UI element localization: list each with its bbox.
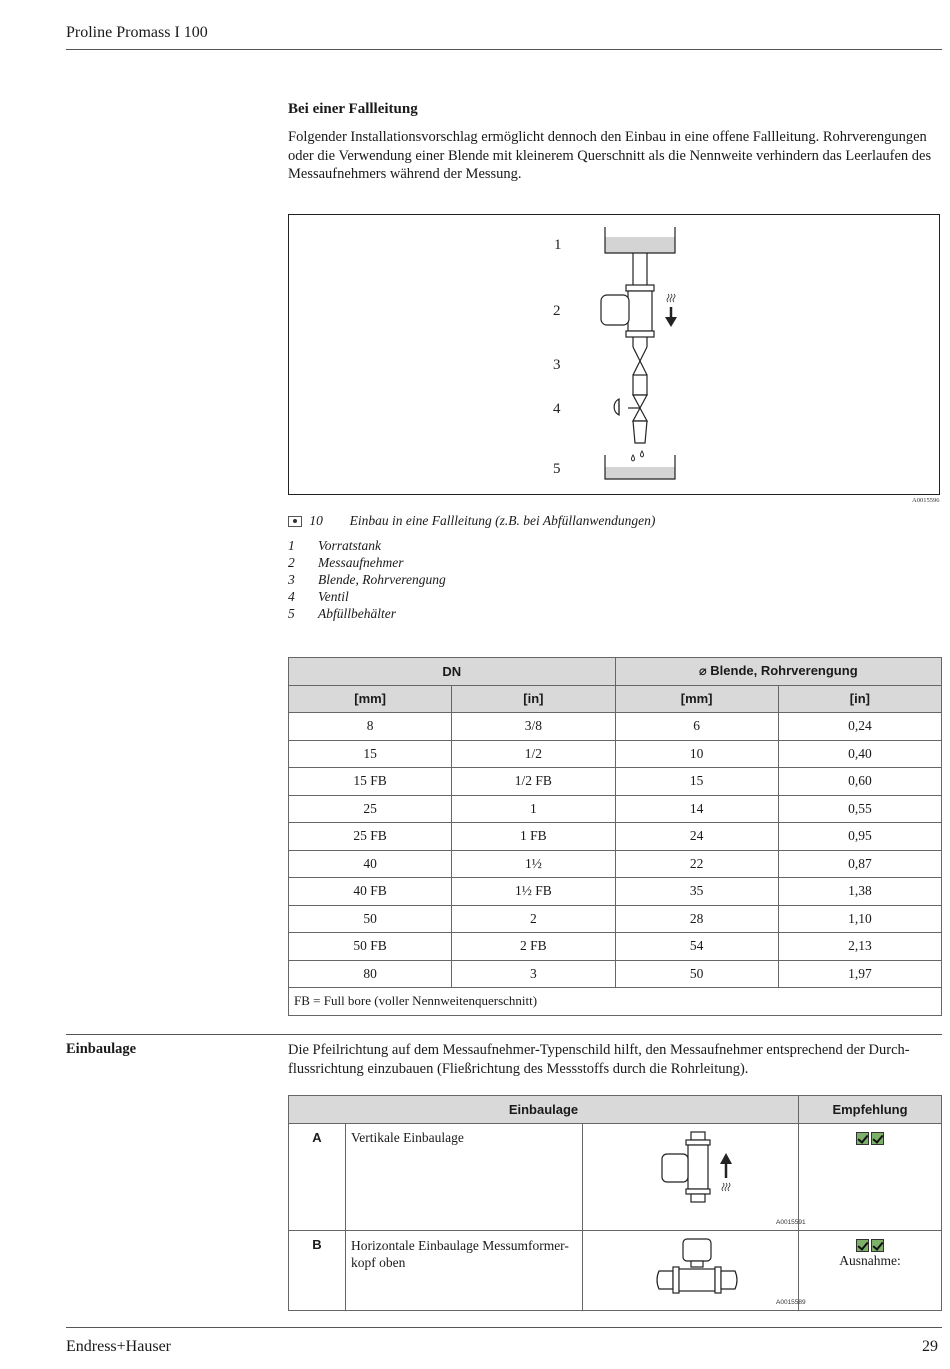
table-cell: 1 FB	[452, 823, 615, 851]
table-cell: 8	[289, 713, 452, 741]
transmitter-shape	[601, 295, 629, 325]
installation-table	[288, 1095, 942, 1311]
orifice-shape	[633, 347, 647, 395]
check-icon	[856, 1239, 869, 1252]
table-row	[289, 850, 942, 878]
table-cell: 24	[615, 823, 778, 851]
legend-item: 5 Abfüllbehälter	[288, 606, 396, 621]
table-note: FB = Full bore (voller Nennweitenquerschnitt)	[289, 988, 942, 1016]
section-title: Bei einer Fallleitung	[288, 101, 418, 117]
table-row	[289, 878, 942, 906]
storage-tank-shape	[605, 227, 675, 253]
table-cell: 14	[615, 795, 778, 823]
table-row	[289, 740, 942, 768]
einbaulage-paragraph: Die Pfeilrichtung auf dem Messaufnehmer-Typenschild hilft, den Messaufnehmer entsprechend der Durch-flussrichtung einzubauen (Fließrichtung des Messstoffs durch die Rohrleitung).	[288, 1042, 910, 1077]
section-paragraph: Folgender Installationsvorschlag ermöglicht dennoch den Einbau in eine offene Fallleitung. Rohrverengungen oder die Verwendung einer Blende mit kleinerem Querschnitt als die Nennweite verhindern das Leerlaufen des Messaufnehmers während der Messung.	[288, 129, 932, 182]
table-cell: 3/8	[452, 713, 615, 741]
valve-shape	[614, 395, 647, 443]
table-cell: 0,40	[778, 740, 941, 768]
table-cell: 22	[615, 850, 778, 878]
check-icon	[871, 1132, 884, 1145]
table-cell: 2,13	[778, 933, 941, 961]
legend-item: 4 Ventil	[288, 589, 349, 604]
table-cell: 1/2	[452, 740, 615, 768]
table-cell: 0,95	[778, 823, 941, 851]
table-row	[289, 713, 942, 741]
table-cell: 15	[289, 740, 452, 768]
table-cell: 2	[452, 905, 615, 933]
dn-table	[288, 657, 942, 1016]
row-id: A	[289, 1124, 346, 1231]
section-rule	[66, 1034, 942, 1035]
footer-rule	[66, 1327, 942, 1328]
table-cell: 1,97	[778, 960, 941, 988]
table-row	[289, 795, 942, 823]
figure-number: 10	[309, 513, 323, 528]
legend-item: 1 Vorratstank	[288, 538, 382, 553]
table-cell: 1,10	[778, 905, 941, 933]
row-text: Horizontale Einbaulage Messumformer-kopf oben	[346, 1231, 583, 1311]
table-cell: 10	[615, 740, 778, 768]
table-cell: 35	[615, 878, 778, 906]
table-cell: 1,38	[778, 878, 941, 906]
figure-id: A0015596	[912, 497, 940, 504]
orifice-group-header: ⌀ Blende, Rohrverengung	[615, 658, 942, 686]
table-cell: 80	[289, 960, 452, 988]
check-icon	[871, 1239, 884, 1252]
footer-company: Endress+Hauser	[66, 1338, 171, 1355]
filling-container-shape	[605, 455, 675, 479]
table-cell: 50	[615, 960, 778, 988]
table-cell: 0,87	[778, 850, 941, 878]
einbaulage-label: Einbaulage	[66, 1041, 137, 1057]
figure-caption	[288, 513, 655, 529]
table-cell: 15 FB	[289, 768, 452, 796]
col-header: [mm]	[289, 685, 452, 713]
figure-label-2: 2	[553, 303, 561, 319]
table-cell: 0,55	[778, 795, 941, 823]
row-figure-id: A0015591	[776, 1219, 806, 1226]
figure-label-5: 5	[553, 461, 561, 477]
table-row	[289, 960, 942, 988]
table-cell: 1½	[452, 850, 615, 878]
table-cell: 3	[452, 960, 615, 988]
table-cell: 25	[289, 795, 452, 823]
table-row	[289, 1124, 942, 1231]
dn-group-header: DN	[289, 658, 616, 686]
check-icon	[856, 1132, 869, 1145]
table-row	[289, 768, 942, 796]
page-number: 29	[922, 1338, 938, 1355]
recommendation-cell	[799, 1124, 942, 1231]
table-cell: 28	[615, 905, 778, 933]
einbaulage-header: Einbaulage	[289, 1096, 799, 1124]
table-cell: 15	[615, 768, 778, 796]
running-header: Proline Promass I 100	[66, 24, 208, 41]
figure-label-1: 1	[554, 237, 562, 253]
empfehlung-header: Empfehlung	[799, 1096, 942, 1124]
row-figure	[583, 1231, 806, 1311]
table-row	[289, 933, 942, 961]
installation-figure	[288, 214, 940, 495]
table-cell: 1	[452, 795, 615, 823]
table-cell: 40	[289, 850, 452, 878]
figure-label-3: 3	[553, 357, 561, 373]
row-figure	[583, 1124, 806, 1231]
table-cell: 50	[289, 905, 452, 933]
table-row	[289, 1231, 942, 1311]
col-header: [mm]	[615, 685, 778, 713]
table-cell: 54	[615, 933, 778, 961]
table-cell: 1/2 FB	[452, 768, 615, 796]
fallleitung-drawing	[289, 215, 939, 494]
col-header: [in]	[452, 685, 615, 713]
flow-arrow-icon	[665, 294, 677, 327]
horizontal-mount-drawing	[583, 1231, 809, 1309]
table-cell: 0,24	[778, 713, 941, 741]
table-cell: 6	[615, 713, 778, 741]
drops-icon	[632, 451, 644, 461]
legend-item: 3 Blende, Rohrverengung	[288, 572, 446, 587]
table-cell: 1½ FB	[452, 878, 615, 906]
table-cell: 2 FB	[452, 933, 615, 961]
col-header: [in]	[778, 685, 941, 713]
row-text: Vertikale Einbaulage	[346, 1124, 583, 1231]
figure-caption-text: Einbau in eine Fallleitung (z.B. bei Abfüllanwendungen)	[349, 513, 656, 528]
row-figure-id: A0015589	[776, 1299, 806, 1306]
recommendation-note: Ausnahme:	[839, 1253, 901, 1268]
row-id: B	[289, 1231, 346, 1311]
figure-label-4: 4	[553, 401, 561, 417]
figure-icon	[288, 516, 302, 527]
vertical-mount-drawing	[583, 1124, 809, 1229]
table-cell: 50 FB	[289, 933, 452, 961]
legend-item: 2 Messaufnehmer	[288, 555, 404, 570]
table-cell: 25 FB	[289, 823, 452, 851]
header-rule	[66, 49, 942, 50]
table-row	[289, 823, 942, 851]
table-row	[289, 905, 942, 933]
pipe-shape	[626, 253, 654, 347]
figure-legend	[288, 538, 446, 623]
table-cell: 0,60	[778, 768, 941, 796]
recommendation-cell	[799, 1231, 942, 1311]
table-cell: 40 FB	[289, 878, 452, 906]
